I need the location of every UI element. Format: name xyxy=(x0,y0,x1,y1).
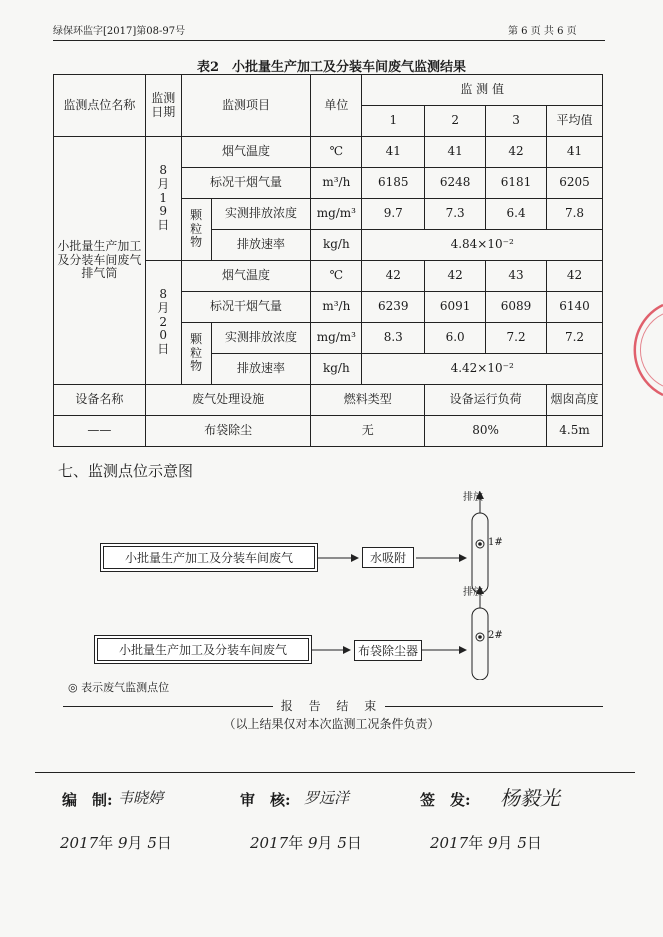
signature-rule xyxy=(35,772,635,773)
value: 41 xyxy=(362,137,425,168)
unit: kg/h xyxy=(311,230,362,261)
th-col-2: 2 xyxy=(425,106,486,137)
signature-3: 杨毅光 xyxy=(500,786,560,810)
sign-date-1: 2017年 9月 5日 xyxy=(60,834,172,852)
date-cell-2 xyxy=(145,261,181,385)
value: 41 xyxy=(547,137,603,168)
value: 6248 xyxy=(425,168,486,199)
section-title: 七、监测点位示意图 xyxy=(58,462,194,480)
document-number: 绿保环监字[2017]第08-97号 xyxy=(53,26,186,37)
header-rule xyxy=(53,40,605,41)
th-unit: 单位 xyxy=(311,75,362,137)
legend-symbol-icon: ◎ xyxy=(68,681,78,694)
table-title: 表2 小批量生产加工及分装车间废气监测结果 xyxy=(196,60,467,75)
value: 6.4 xyxy=(486,199,547,230)
value: 7.2 xyxy=(486,323,547,354)
legend xyxy=(68,679,169,695)
th-values: 监 测 值 xyxy=(362,75,603,106)
item: 排放速率 xyxy=(211,354,311,385)
particulate-cell-2 xyxy=(181,323,211,385)
out-label-2: 排放 xyxy=(463,587,483,598)
value: 7.2 xyxy=(547,323,603,354)
value: 6.0 xyxy=(425,323,486,354)
equip-head-facility: 废气处理设施 xyxy=(145,385,311,416)
item: 实测排放浓度 xyxy=(211,199,311,230)
value: 8.3 xyxy=(362,323,425,354)
unit: ℃ xyxy=(311,261,362,292)
signer-label-2: 审 核: xyxy=(240,791,291,809)
sign-date-3: 2017年 9月 5日 xyxy=(430,834,542,852)
unit: ℃ xyxy=(311,137,362,168)
results-table xyxy=(53,74,603,447)
particulate-cell-1 xyxy=(181,199,211,261)
value: 41 xyxy=(425,137,486,168)
value: 6185 xyxy=(362,168,425,199)
equip-load: 80% xyxy=(425,416,547,447)
device-box-2: 布袋除尘器 xyxy=(354,640,422,661)
merged-value: 4.84×10⁻² xyxy=(362,230,603,261)
value: 43 xyxy=(486,261,547,292)
value: 7.3 xyxy=(425,199,486,230)
item: 排放速率 xyxy=(211,230,311,261)
date-2: 8月20日 xyxy=(157,287,170,357)
legend-text: 表示废气监测点位 xyxy=(81,681,170,694)
source-box-2: 小批量生产加工及分装车间废气 xyxy=(97,638,309,661)
value: 6239 xyxy=(362,292,425,323)
item: 标况干烟气量 xyxy=(181,292,311,323)
date-1: 8月19日 xyxy=(157,163,170,233)
th-item: 监测项目 xyxy=(181,75,311,137)
equip-head-fuel: 燃料类型 xyxy=(311,385,425,416)
equip-height: 4.5m xyxy=(547,416,603,447)
equip-head-name: 设备名称 xyxy=(54,385,146,416)
item: 烟气温度 xyxy=(181,261,311,292)
disclaimer: （以上结果仅对本次监测工况条件负责） xyxy=(223,717,440,731)
unit: kg/h xyxy=(311,354,362,385)
official-seal xyxy=(623,300,663,400)
stack-2 xyxy=(472,608,488,680)
equip-fuel: 无 xyxy=(311,416,425,447)
value: 6089 xyxy=(486,292,547,323)
equip-name: —— xyxy=(54,416,146,447)
signer-label-1: 编 制: xyxy=(62,791,113,809)
th-col-1: 1 xyxy=(362,106,425,137)
value: 42 xyxy=(362,261,425,292)
unit: mg/m³ xyxy=(311,323,362,354)
value: 9.7 xyxy=(362,199,425,230)
th-col-3: 3 xyxy=(486,106,547,137)
value: 7.8 xyxy=(547,199,603,230)
merged-value: 4.42×10⁻² xyxy=(362,354,603,385)
value: 6205 xyxy=(547,168,603,199)
point-name-cell: 小批量生产加工及分装车间废气排气筒 xyxy=(54,137,146,385)
sign-date-2: 2017年 9月 5日 xyxy=(250,834,362,852)
particulate-label: 颗粒物 xyxy=(190,331,203,374)
value: 42 xyxy=(425,261,486,292)
point-label-1: 1# xyxy=(488,537,503,548)
item: 烟气温度 xyxy=(181,137,311,168)
device-box-1: 水吸附 xyxy=(362,547,414,568)
stack-1 xyxy=(472,513,488,593)
th-col-avg: 平均值 xyxy=(547,106,603,137)
th-point: 监测点位名称 xyxy=(54,75,146,137)
value: 42 xyxy=(547,261,603,292)
value: 6181 xyxy=(486,168,547,199)
item: 标况干烟气量 xyxy=(181,168,311,199)
unit: m³/h xyxy=(311,292,362,323)
source-box-1: 小批量生产加工及分装车间废气 xyxy=(103,546,315,569)
unit: m³/h xyxy=(311,168,362,199)
out-label-1: 排放 xyxy=(463,492,483,503)
value: 42 xyxy=(486,137,547,168)
signature-2: 罗远洋 xyxy=(304,789,350,807)
page-info: 第 6 页 共 6 页 xyxy=(508,26,577,37)
signature-1: 韦晓婷 xyxy=(118,789,164,807)
date-cell-1 xyxy=(145,137,181,261)
signer-label-3: 签 发: xyxy=(420,791,471,809)
report-end: 报 告 结 束 xyxy=(280,699,383,713)
th-date: 监测日期 xyxy=(145,75,181,137)
equip-facility: 布袋除尘 xyxy=(145,416,311,447)
equip-head-load: 设备运行负荷 xyxy=(425,385,547,416)
value: 6091 xyxy=(425,292,486,323)
point-label-2: 2# xyxy=(488,630,503,641)
item: 实测排放浓度 xyxy=(211,323,311,354)
unit: mg/m³ xyxy=(311,199,362,230)
equip-head-height: 烟囱高度 xyxy=(547,385,603,416)
particulate-label: 颗粒物 xyxy=(190,207,203,250)
value: 6140 xyxy=(547,292,603,323)
